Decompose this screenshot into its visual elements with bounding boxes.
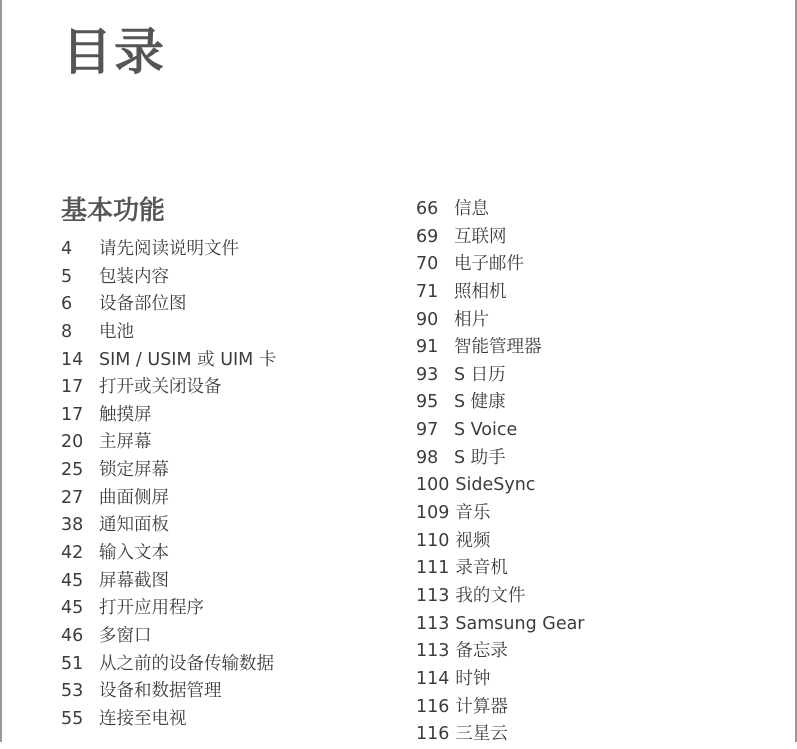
toc-label: 照相机 [454, 281, 507, 302]
toc-label: S 助手 [454, 447, 506, 468]
page-title: 目录 [62, 23, 166, 81]
toc-label: 通知面板 [99, 515, 169, 536]
toc-item[interactable] [416, 224, 585, 252]
toc-label: 连接至电视 [99, 708, 187, 729]
toc-page-number: 17 [61, 404, 84, 425]
toc-page-number: 70 [416, 254, 439, 275]
toc-item[interactable] [416, 362, 585, 390]
toc-label: 互联网 [454, 226, 507, 247]
toc-item[interactable] [416, 196, 585, 224]
toc-label: 输入文本 [99, 543, 169, 564]
toc-label: S 日历 [454, 364, 506, 385]
toc-label: 从之前的设备传输数据 [99, 653, 274, 674]
toc-item[interactable] [61, 374, 276, 402]
toc-item[interactable] [61, 678, 276, 706]
toc-page-number: 46 [61, 625, 84, 646]
toc-page-number: 71 [416, 281, 439, 302]
toc-label: 相片 [454, 309, 489, 330]
toc-item[interactable] [61, 651, 276, 679]
toc-item[interactable] [61, 568, 276, 596]
toc-item[interactable] [61, 623, 276, 651]
toc-item[interactable] [61, 319, 276, 347]
toc-page-number: 116 [416, 724, 450, 745]
toc-page-number: 17 [61, 377, 84, 398]
toc-item[interactable] [61, 706, 276, 734]
toc-label: 智能管理器 [454, 337, 542, 358]
toc-item[interactable] [416, 307, 585, 335]
toc-item[interactable] [61, 291, 276, 319]
toc-item[interactable] [416, 389, 585, 417]
toc-page-number: 53 [61, 681, 84, 702]
toc-page-number: 25 [61, 460, 84, 481]
toc-item[interactable] [416, 417, 585, 445]
toc-item[interactable] [416, 694, 585, 722]
toc-label: SIM / USIM 或 UIM 卡 [99, 349, 277, 370]
toc-page-number: 116 [416, 696, 450, 717]
toc-item[interactable] [416, 611, 585, 639]
section-title: 基本功能 [61, 196, 166, 226]
toc-page-number: 113 [416, 641, 450, 662]
toc-item[interactable] [416, 583, 585, 611]
toc-label: 请先阅读说明文件 [99, 239, 239, 259]
toc-label: 锁定屏幕 [99, 460, 169, 481]
toc-item[interactable] [416, 666, 585, 694]
toc-page-number: 45 [61, 570, 84, 591]
toc-item[interactable] [416, 500, 585, 528]
toc-page-number: 42 [61, 543, 84, 564]
toc-page-number: 66 [416, 199, 439, 219]
toc-page-number: 38 [61, 515, 84, 536]
toc-item[interactable] [416, 472, 585, 500]
toc-page-number: 8 [61, 321, 73, 342]
toc-item[interactable] [61, 457, 276, 485]
toc-item[interactable] [416, 638, 585, 666]
toc-label: 触摸屏 [99, 404, 152, 425]
toc-label: 主屏幕 [99, 432, 152, 453]
toc-label: SideSync [455, 475, 536, 496]
toc-label: 信息 [454, 199, 489, 219]
toc-left-column [61, 236, 276, 734]
toc-page-number: 113 [416, 585, 450, 606]
toc-label: 时钟 [455, 668, 491, 689]
toc-item[interactable] [416, 555, 585, 583]
toc-label: 音乐 [455, 503, 491, 524]
toc-label: 电池 [99, 321, 134, 342]
toc-item[interactable] [61, 429, 276, 457]
toc-item[interactable] [61, 595, 276, 623]
toc-item[interactable] [61, 540, 276, 568]
toc-label: 曲面侧屏 [99, 487, 169, 508]
toc-label: 计算器 [455, 696, 508, 717]
toc-right-column [416, 196, 585, 749]
toc-page-number: 4 [61, 239, 73, 259]
toc-item[interactable] [61, 347, 276, 375]
toc-page-number: 91 [416, 337, 439, 358]
toc-page-number: 90 [416, 309, 439, 330]
toc-label: 打开应用程序 [99, 598, 204, 619]
toc-page-number: 111 [416, 558, 450, 579]
toc-page-number: 97 [416, 420, 439, 441]
toc-item[interactable] [61, 236, 276, 264]
toc-page-number: 5 [61, 266, 73, 287]
toc-page-number: 51 [61, 653, 84, 674]
toc-item[interactable] [416, 721, 585, 749]
toc-page-number: 27 [61, 487, 84, 508]
toc-item[interactable] [416, 528, 585, 556]
toc-page-number: 14 [61, 349, 84, 370]
toc-item[interactable] [416, 251, 585, 279]
toc-label: 我的文件 [455, 585, 526, 606]
toc-page-number: 110 [416, 530, 450, 551]
toc-label: 打开或关闭设备 [99, 377, 222, 398]
toc-label: 视频 [455, 530, 491, 551]
toc-item[interactable] [61, 485, 276, 513]
toc-item[interactable] [61, 402, 276, 430]
toc-label: 多窗口 [99, 625, 152, 646]
toc-page-number: 100 [416, 475, 450, 496]
toc-label: 电子邮件 [454, 254, 524, 275]
toc-label: 设备部位图 [99, 294, 187, 315]
toc-label: 三星云 [455, 724, 508, 745]
toc-label: 包装内容 [99, 266, 169, 287]
toc-item[interactable] [416, 334, 585, 362]
toc-label: 屏幕截图 [99, 570, 169, 591]
toc-page-number: 114 [416, 668, 450, 689]
toc-label: 录音机 [455, 558, 508, 579]
toc-item[interactable] [416, 279, 585, 307]
toc-page-number: 93 [416, 364, 439, 385]
toc-page-number: 109 [416, 503, 450, 524]
toc-label: 备忘录 [455, 641, 508, 662]
toc-page-number: 45 [61, 598, 84, 619]
toc-page-number: 95 [416, 392, 439, 413]
toc-item[interactable] [61, 512, 276, 540]
toc-item[interactable] [416, 445, 585, 473]
toc-page-number: 98 [416, 447, 439, 468]
page-border-left [0, 0, 2, 742]
toc-label: S Voice [454, 420, 518, 441]
toc-label: Samsung Gear [455, 613, 585, 634]
toc-page-number: 113 [416, 613, 450, 634]
toc-page-number: 20 [61, 432, 84, 453]
toc-page-number: 55 [61, 708, 84, 729]
toc-label: 设备和数据管理 [99, 681, 222, 702]
toc-label: S 健康 [454, 392, 506, 413]
toc-page-number: 69 [416, 226, 439, 247]
toc-page-number: 6 [61, 294, 73, 315]
toc-item[interactable] [61, 264, 276, 292]
